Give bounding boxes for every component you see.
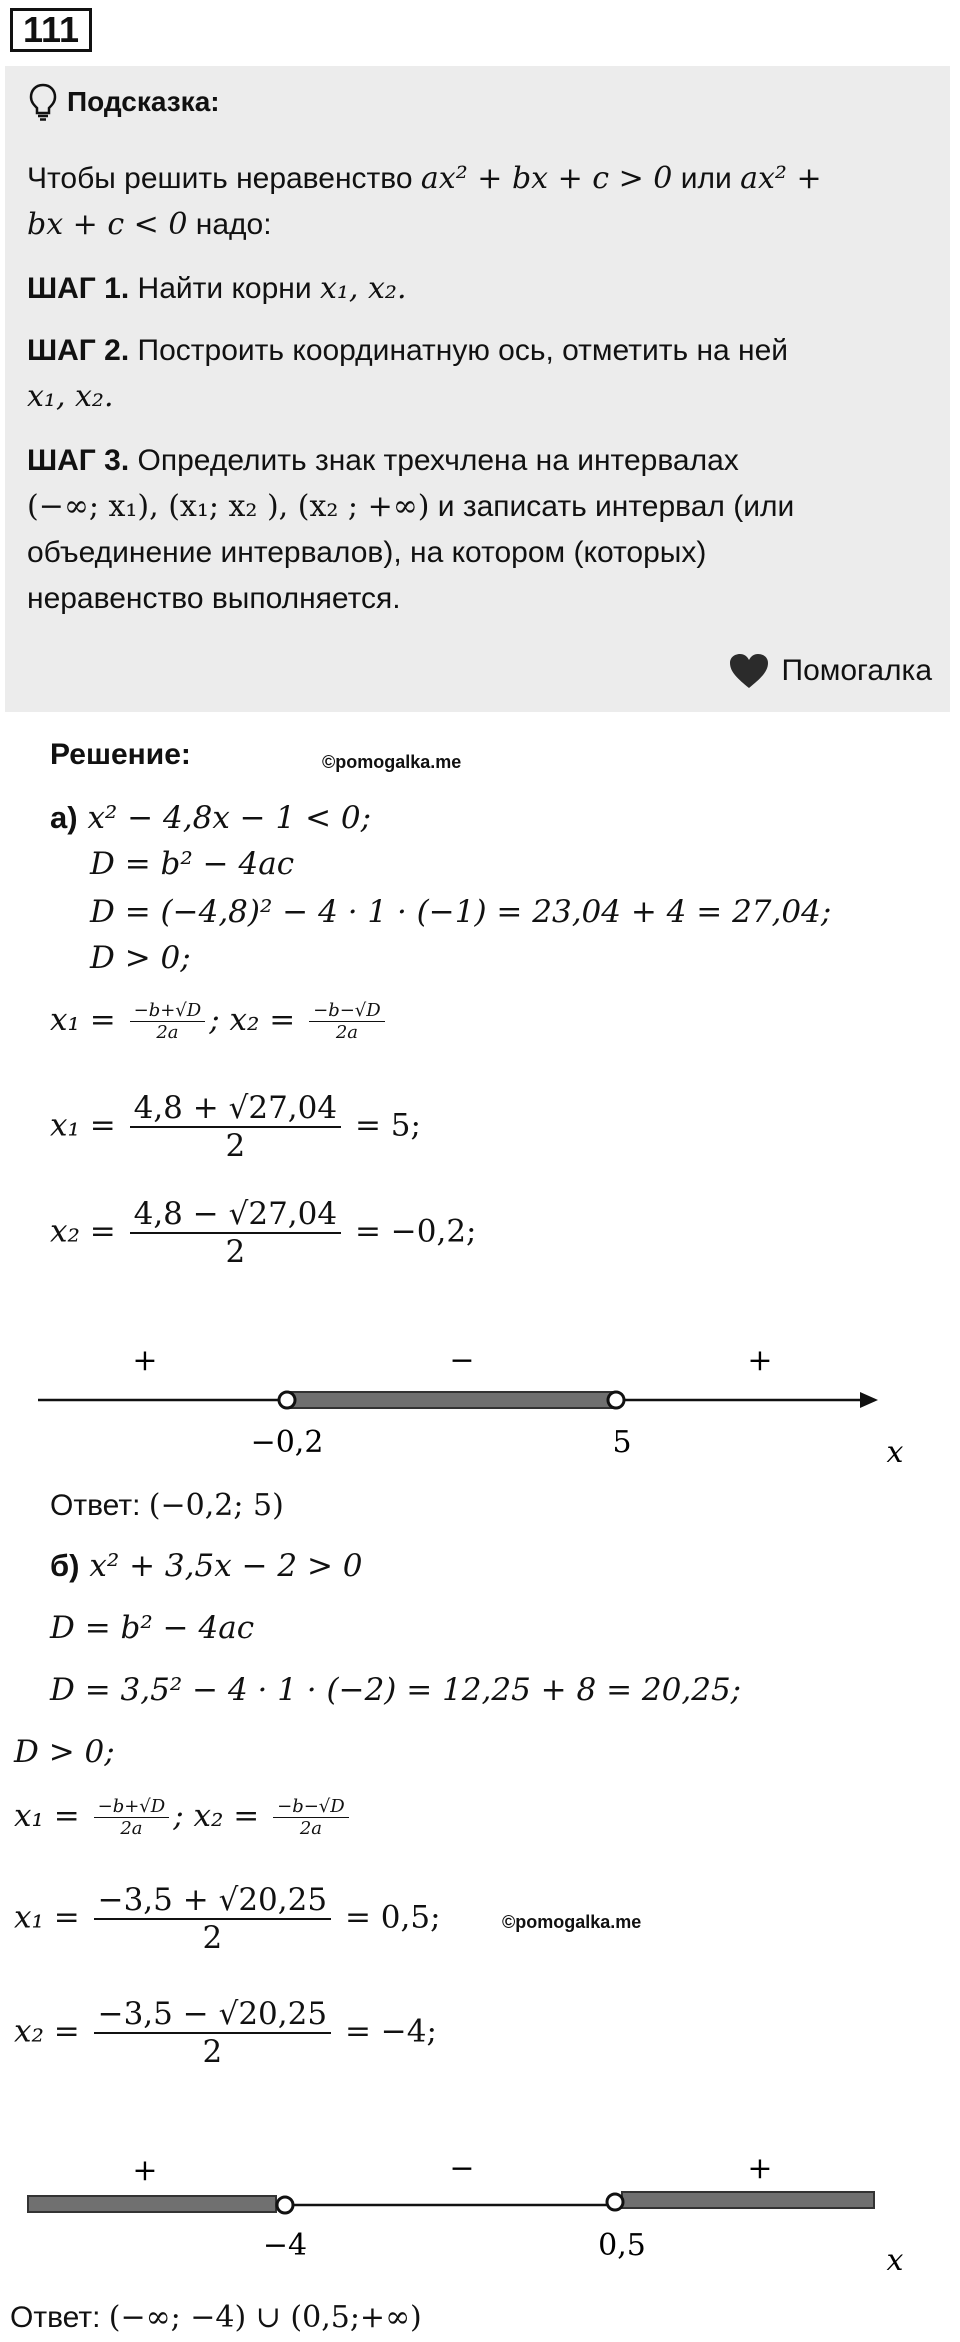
hint-box: [5, 66, 950, 712]
root-left-label: −0,2: [250, 1425, 324, 1460]
sign-middle: −: [449, 2151, 475, 2186]
number-line-a: [0, 1340, 960, 1480]
number-line-b: [0, 2140, 960, 2280]
part-a-x1: x₁ = $\frac{4,8 + √27,04}{2}$ = 5;: [50, 1090, 421, 1164]
part-a-x2: x₂ = $\frac{4,8 - √27,04}{2}$ = −0,2;: [50, 1196, 477, 1270]
root-right-label: 5: [612, 1425, 632, 1460]
part-b-disc-calc: D = 3,5² − 4 · 1 · (−2) = 12,25 + 8 = 20,25;: [50, 1672, 742, 1708]
fraction: $\frac{-3,5 - √20,25}{2}$: [94, 1996, 331, 2070]
hint-step-2: ШАГ 2. Построить координатную ось, отметить на ней x₁, x₂.: [27, 334, 789, 414]
axis-arrow: [860, 1392, 878, 1408]
fraction: $\frac{-b+√D}{2a}$: [94, 1796, 170, 1839]
axis-variable: x: [886, 2243, 904, 2278]
open-point-left: [277, 2197, 293, 2213]
watermark: ©pomogalka.me: [502, 1912, 642, 1932]
sign-right: +: [747, 1343, 773, 1378]
open-point-left: [279, 1392, 295, 1408]
sign-left: +: [132, 2153, 158, 2188]
part-b-x1: x₁ = $\frac{-3,5 + √20,25}{2}$ = 0,5;: [14, 1882, 441, 1956]
shaded-interval-left: [28, 2196, 276, 2212]
part-a-roots-formula: x₁ = $\frac{-b+√D}{2a}$ ; x₂ = $\frac{-b-√D}{2a}$: [50, 1000, 389, 1043]
problem-number: 111: [10, 8, 92, 52]
brand-label: Помогалка: [728, 652, 933, 690]
fraction: $\frac{4,8 - √27,04}{2}$: [130, 1196, 341, 1270]
shaded-interval-right: [622, 2192, 874, 2208]
root-right-label: 0,5: [598, 2228, 646, 2263]
part-a-disc-sign: D > 0;: [90, 940, 191, 976]
heart-icon: [728, 652, 770, 690]
part-a-disc-calc: D = (−4,8)² − 4 · 1 · (−1) = 23,04 + 4 = 27,04;: [90, 894, 832, 930]
fraction: $\frac{-3,5 + √20,25}{2}$: [94, 1882, 331, 1956]
open-point-right: [607, 2194, 623, 2210]
part-a-answer: Ответ: (−0,2; 5): [50, 1488, 284, 1523]
part-b-disc-sign: D > 0;: [14, 1734, 115, 1770]
part-b-inequality: б) x² + 3,5x − 2 > 0: [50, 1548, 363, 1584]
part-a-inequality: а) x² − 4,8x − 1 < 0;: [50, 800, 372, 836]
part-b-roots-formula: x₁ = $\frac{-b+√D}{2a}$ ; x₂ = $\frac{-b-√D}{2a}$: [14, 1796, 353, 1839]
part-a-disc-formula: D = b² − 4ac: [90, 846, 295, 882]
hint-header: [27, 82, 220, 122]
shaded-interval: [287, 1392, 614, 1408]
watermark: ©pomogalka.me: [322, 752, 462, 772]
axis-variable: x: [886, 1435, 904, 1470]
open-point-right: [608, 1392, 624, 1408]
sign-left: +: [132, 1343, 158, 1378]
hint-title: Подсказка:: [67, 86, 220, 117]
solution-label: Решение:: [50, 738, 191, 771]
hint-intro: Чтобы решить неравенство ax² + bx + c > 0 или ax² + bx + c < 0 надо:: [27, 161, 822, 242]
hint-step-1: ШАГ 1. Найти корни x₁, x₂.: [27, 271, 407, 306]
sign-right: +: [747, 2151, 773, 2186]
lightbulb-icon: [27, 82, 59, 122]
part-b-x2: x₂ = $\frac{-3,5 - √20,25}{2}$ = −4;: [14, 1996, 437, 2070]
part-b-disc-formula: D = b² − 4ac: [50, 1610, 255, 1646]
fraction: $\frac{-b-√D}{2a}$: [273, 1796, 349, 1839]
root-left-label: −4: [262, 2228, 308, 2263]
fraction: $\frac{-b-√D}{2a}$: [309, 1000, 385, 1043]
part-b-answer: Ответ: (−∞; −4) ∪ (0,5;+∞): [10, 2300, 422, 2335]
hint-step-3: ШАГ 3. Определить знак трехчлена на интервалах (−∞; x₁), (x₁; x₂ ), (x₂ ; +∞) и записать интервал (или объединение интервалов), на котором (которых) неравенство выполняется.: [27, 444, 795, 615]
sign-middle: −: [449, 1343, 475, 1378]
fraction: $\frac{-b+√D}{2a}$: [130, 1000, 206, 1043]
fraction: $\frac{4,8 + √27,04}{2}$: [130, 1090, 341, 1164]
